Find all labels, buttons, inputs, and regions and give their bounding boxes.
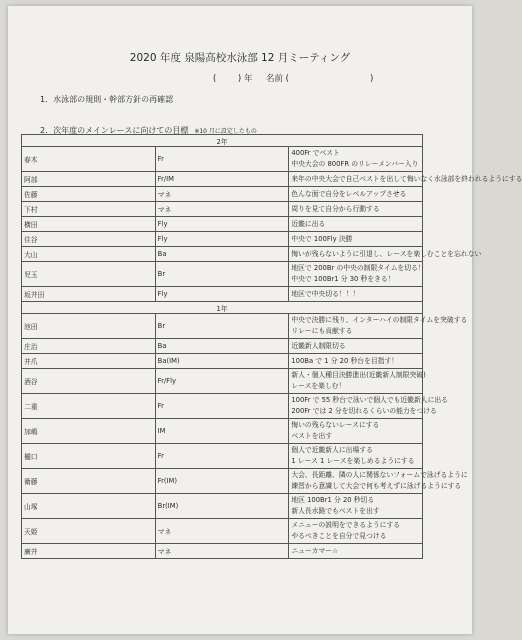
member-name: 春木 [22,147,156,172]
member-event: Ba [155,247,289,262]
member-name: 池田 [22,314,156,339]
goal-line: 地区で中央切る！！！ [291,289,360,298]
goal-line: ニューカマー☆ [291,546,339,555]
goal-line: 地区で 200Br の中央の制限タイムを切る！ [291,264,425,272]
member-goals [289,217,423,232]
goal-line: レースを楽しむ！ [291,382,346,390]
member-goals [289,202,423,217]
section-2-label: 2．次年度のメインレースに向けての目標 [40,126,189,135]
member-goals [289,394,448,419]
member-goals [289,262,423,287]
member-name: 下村 [22,202,156,217]
member-name: 山塚 [22,494,156,519]
member-row [22,419,423,444]
member-goals [289,469,468,494]
member-name: 衛藤 [22,469,156,494]
member-event: IM [155,419,289,444]
goal-line: 中央で 100Fly 決勝 [291,234,353,243]
goal-line: 200Fr では 2 分を切れるくらいの能力をつける [291,407,437,415]
section-2-note: ※10 月に設定したもの [194,128,257,135]
member-row [22,262,423,287]
goals-table [21,134,522,559]
member-row [22,339,423,354]
member-event: Fr/IM [155,172,289,187]
member-name: 廣井 [22,544,156,559]
member-row [22,187,423,202]
member-row [22,147,423,172]
goal-line: 練習から意識して大会で何も考えずに泳げるようにする [291,482,462,490]
member-goals [289,339,423,354]
member-goals [289,287,423,302]
member-event: マネ [155,187,289,202]
member-event: マネ [155,519,289,544]
goal-line: 新人長水路でもベストを出す [291,507,380,515]
member-name: 児玉 [22,262,156,287]
goal-line: 新人・個人種目決勝進出(近畿新人制限突破) [291,371,426,379]
goal-line: 大会、長距離、隣の人に関係ないフォームで泳げるように [291,471,468,479]
member-goals [289,172,522,187]
year-header: 1年 [22,302,423,314]
name-line: ( ) 年 名前 ( ) [213,74,374,84]
member-goals [289,354,423,369]
member-goals [289,314,468,339]
member-name: 大山 [22,247,156,262]
goal-line: リレーにも貢献する [291,327,353,335]
member-name: 酒谷 [22,369,156,394]
member-goals [289,187,423,202]
year-header: 2年 [22,135,423,147]
member-goals [289,444,423,469]
member-goals [289,494,423,519]
member-row [22,519,423,544]
goal-line: 100Fr で 55 秒台で泳いで個人でも近畿新人に出る [291,396,448,404]
section-1-heading: 1．水泳部の規則・幹部方針の再確認 [40,95,174,104]
member-event: Fr [155,444,289,469]
goal-line: ベストを出す [291,432,333,440]
member-name: 坂井田 [22,287,156,302]
goal-line: 個人で近畿新人に出場する [291,446,373,454]
goal-line: 周りを見て自分から行動する [291,204,380,213]
member-name: 庄治 [22,339,156,354]
member-row [22,354,423,369]
member-event: Fr(IM) [155,469,289,494]
goal-line: メニューの説明をできるようにする [291,521,401,529]
member-name: 阿部 [22,172,156,187]
member-event: Fr [155,147,289,172]
goal-line: 悔いの残らないレースにする [291,421,380,429]
goal-line: 地区 100Br1 分 20 秒切る [291,496,375,504]
member-goals [289,147,423,172]
paper-sheet [8,6,522,634]
member-event: Fly [155,232,289,247]
member-name: 加嶋 [22,419,156,444]
member-name: 横田 [22,217,156,232]
year-header-row [22,302,423,314]
member-row [22,369,423,394]
member-name: 佐藤 [22,187,156,202]
member-event: Ba [155,339,289,354]
member-goals [289,544,423,559]
document-title: 2020 年度 泉陽高校水泳部 12 月ミーティング [129,52,351,64]
goal-line: 1 レース 1 レースを楽しめるようにする [291,457,415,465]
member-event: Fr/Fly [155,369,289,394]
member-row [22,394,423,419]
goal-line: 400Fr でベスト [291,149,340,157]
goal-line: やるべきことを自分で見つける [291,532,387,540]
member-event: Fly [155,287,289,302]
goal-line: 色んな面で自分をレベルアップさせる [291,189,407,198]
member-row [22,544,423,559]
goal-line: 中央大会の 800FR のリレーメンバー入り [291,160,419,168]
member-goals [289,247,482,262]
member-row [22,232,423,247]
member-name: 天姫 [22,519,156,544]
member-name: 樋口 [22,444,156,469]
member-event: マネ [155,202,289,217]
member-row [22,469,423,494]
member-name: 二重 [22,394,156,419]
member-goals [289,419,423,444]
member-name: 住谷 [22,232,156,247]
member-name: 井爪 [22,354,156,369]
goal-line: 近畿に出る [291,219,326,228]
member-row [22,202,423,217]
member-row [22,172,423,187]
member-row [22,444,423,469]
member-goals [289,519,423,544]
member-row [22,314,423,339]
member-event: マネ [155,544,289,559]
year-header-row [22,135,423,147]
goal-line: 来年の中央大会で自己ベストを出して悔いなく水泳部を終われるようにする [291,174,522,183]
member-row [22,247,423,262]
member-event: Br [155,262,289,287]
goal-line: 近畿新人制限切る [291,341,346,350]
member-goals [289,232,423,247]
member-row [22,494,423,519]
member-row [22,217,423,232]
goal-line: 悔いが残らないように引退し、レースを楽しむことを忘れない [291,249,482,258]
member-event: Br(IM) [155,494,289,519]
goals-table-body [22,135,522,559]
goal-line: 中央で 100Br1 分 30 秒をきる！ [291,275,395,283]
member-event: Fr [155,394,289,419]
member-event: Br [155,314,289,339]
member-event: Ba(IM) [155,354,289,369]
goal-line: 100Ba で 1 分 20 秒台を目指す！ [291,356,399,365]
member-row [22,287,423,302]
member-goals [289,369,426,394]
goal-line: 中央で決勝に残り、インターハイの制限タイムを突破する [291,316,468,324]
member-event: Fly [155,217,289,232]
